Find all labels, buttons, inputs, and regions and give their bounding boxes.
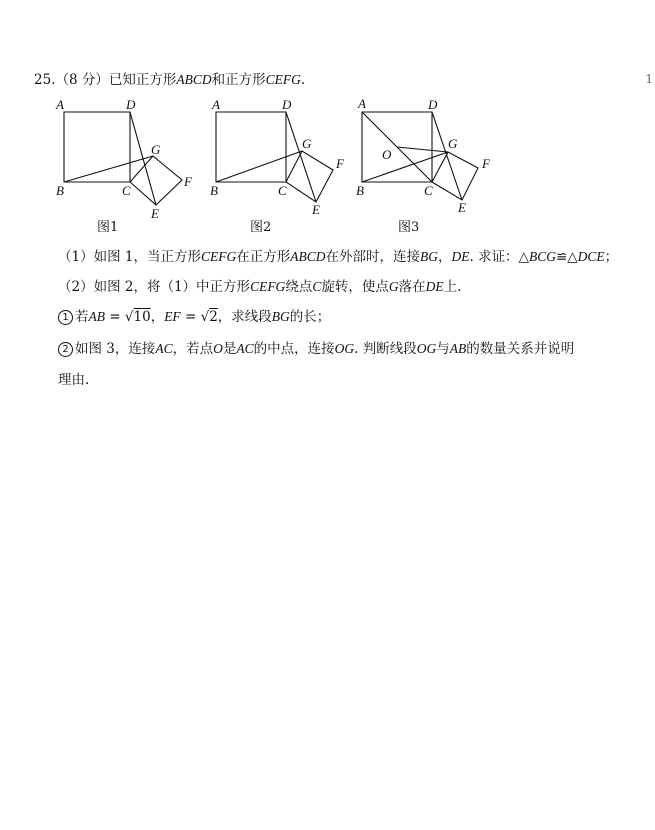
text-fragment: ≌△ <box>555 249 578 265</box>
figures-row <box>50 92 520 242</box>
text-fragment: AB <box>88 309 105 324</box>
text-fragment: ，求线段 <box>217 309 272 325</box>
sub-question-2 <box>58 337 574 357</box>
sub-question-2-continued: 理由. <box>58 372 90 388</box>
text-fragment: 若 <box>75 309 89 325</box>
figure-1-caption: 图1 <box>97 220 119 235</box>
label-E: E <box>312 202 320 217</box>
text-fragment: 的数量关系并说明 <box>466 341 575 357</box>
label-C: C <box>122 183 131 198</box>
square-cefg-label: CEFG <box>265 72 301 87</box>
text-fragment: 在外部时，连接 <box>325 249 420 265</box>
text-fragment: = √ <box>105 309 134 325</box>
text-fragment: CEFG <box>200 249 237 264</box>
text-fragment: G <box>388 279 399 294</box>
label-G: G <box>151 142 161 157</box>
label-F: F <box>184 174 192 189</box>
text-fragment: （2）如图 2，将（1）中正方形 <box>58 279 251 295</box>
text-fragment: 在正方形 <box>236 249 291 265</box>
text-fragment: 2 <box>209 309 218 325</box>
text-fragment: . 求证：△ <box>469 249 529 265</box>
square-abcd-label: ABCD <box>176 72 212 87</box>
label-B: B <box>56 183 64 198</box>
text-fragment: （1）如图 1，当正方形 <box>58 249 201 265</box>
text-fragment: BCG <box>528 249 556 264</box>
figure-3 <box>352 92 522 222</box>
text-fragment: CEFG <box>250 279 286 294</box>
label-G: G <box>302 136 312 151</box>
text-fragment: AC <box>236 341 254 356</box>
label-B: B <box>210 183 218 198</box>
text-fragment: ； <box>604 249 619 265</box>
text-fragment: 落在 <box>398 279 426 295</box>
text-fragment: DCE <box>577 249 605 264</box>
circled-number-1: 1 <box>58 310 73 325</box>
text-fragment: AB <box>449 341 467 356</box>
text-fragment: BG <box>419 249 438 264</box>
problem-stem <box>34 68 305 88</box>
figure-2 <box>202 92 352 222</box>
text-fragment: 上. <box>443 279 462 295</box>
label-C: C <box>278 183 287 198</box>
label-E: E <box>458 200 466 215</box>
text-fragment: ， <box>150 309 165 325</box>
sub-question-1 <box>58 305 330 325</box>
text-fragment: EF <box>164 309 181 324</box>
text-fragment: 绕点 <box>285 279 313 295</box>
text-fragment: 与 <box>436 341 450 357</box>
text-fragment: ， <box>437 249 452 265</box>
stem-end: . <box>300 72 306 88</box>
margin-mark: 1 <box>645 72 653 86</box>
label-A: A <box>56 97 64 112</box>
label-D: D <box>282 97 292 112</box>
text-fragment: . 判断线段 <box>354 341 417 357</box>
text-fragment: 是 <box>222 341 237 357</box>
label-A: A <box>358 96 366 111</box>
text-fragment: O <box>213 341 223 356</box>
text-fragment: DE <box>425 279 444 294</box>
text-fragment: 的长； <box>289 309 331 325</box>
problem-number: 25. <box>34 72 56 88</box>
label-D: D <box>428 97 438 112</box>
figure-3-caption: 图3 <box>398 220 420 235</box>
text-fragment: 如图 3，连接 <box>75 341 156 357</box>
part-2-text <box>58 275 461 295</box>
label-C: C <box>424 183 433 198</box>
figure-2-caption: 图2 <box>250 220 272 235</box>
text-fragment: 旋转，使点 <box>321 279 389 295</box>
part-1-text <box>58 245 618 265</box>
text-fragment: = √ <box>180 309 210 325</box>
text-fragment: DE <box>451 249 470 264</box>
label-A: A <box>212 97 220 112</box>
label-G: G <box>448 136 458 151</box>
text-fragment: 10 <box>133 309 151 325</box>
text-fragment: ，若点 <box>172 341 214 357</box>
figure-1 <box>50 92 200 222</box>
text-fragment: ABCD <box>290 249 326 264</box>
text-fragment: C <box>312 279 322 294</box>
stem-text-2: 和正方形 <box>211 72 266 88</box>
text-fragment: 的中点，连接 <box>253 341 335 357</box>
label-B: B <box>356 183 364 198</box>
label-O: O <box>382 147 392 162</box>
text-fragment: BG <box>271 309 290 324</box>
label-F: F <box>482 156 490 171</box>
text-fragment: OG <box>416 341 437 356</box>
label-F: F <box>336 156 344 171</box>
circled-number-2: 2 <box>58 342 73 357</box>
text-fragment: AC <box>155 341 173 356</box>
text-fragment: OG <box>334 341 355 356</box>
label-E: E <box>151 206 159 221</box>
problem-score: （8 分） <box>55 72 109 88</box>
stem-text: 已知正方形 <box>108 72 177 88</box>
label-D: D <box>126 97 136 112</box>
